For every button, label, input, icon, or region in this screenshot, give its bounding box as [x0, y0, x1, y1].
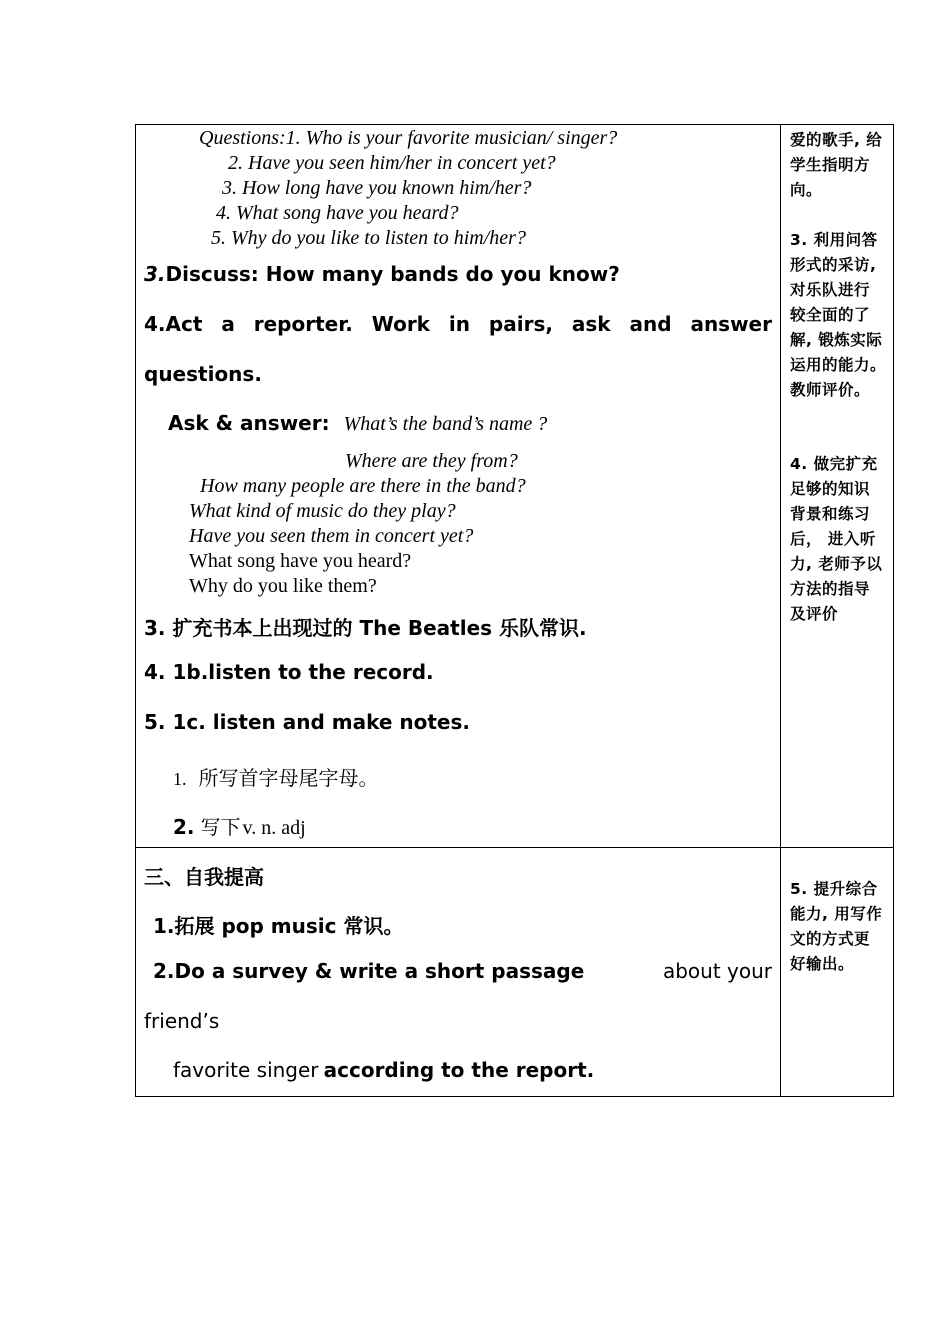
purpose-line: 后， 进入听 [790, 530, 876, 548]
reporter-line-2: questions. [144, 362, 262, 386]
reporter-line: 4.Act a reporter. Work in pairs, ask and answer [144, 312, 772, 336]
purpose-line: 好输出。 [790, 955, 855, 973]
purpose-line: 教师评价。 [790, 381, 871, 399]
ask-question: What song have you heard? [189, 550, 412, 572]
purpose-line: 爱的歌手, 给 [790, 131, 883, 149]
question-line: 2. Have you seen him/her in concert yet? [228, 152, 556, 174]
question-line: 4. What song have you heard? [216, 202, 459, 224]
purpose-line: 向。 [790, 181, 823, 199]
purpose-cell-2 [781, 848, 894, 1097]
section-heading: 三、自我提高 [144, 865, 264, 889]
note-item-2: 2. 写下 v. n. adj [173, 815, 306, 839]
purpose-line: 及评价 [790, 605, 839, 623]
purpose-line: 运用的能力。 [790, 356, 887, 374]
activity-cell [136, 125, 781, 848]
step-listen-record: 4. 1b.listen to the record. [144, 660, 434, 684]
improve-item-2: 2.Do a survey & write a short passage about your [153, 959, 772, 983]
discuss-line: 3.Discuss: How many bands do you know? [144, 262, 620, 286]
ask-question: Why do you like them? [189, 575, 377, 597]
purpose-line: 形式的采访, [790, 256, 877, 274]
improve-item-1: 1.拓展 pop music 常识。 [153, 914, 404, 938]
purpose-line: 对乐队进行 [790, 281, 871, 299]
step-beatles: 3. 扩充书本上出现过的 The Beatles 乐队常识. [144, 616, 587, 640]
step-make-notes: 5. 1c. listen and make notes. [144, 710, 470, 734]
purpose-cell [781, 125, 894, 848]
purpose-line: 力, 老师予以 [790, 555, 883, 573]
question-line: 5. Why do you like to listen to him/her? [211, 227, 526, 249]
purpose-line: 4. 做完扩充 [790, 455, 878, 473]
improve-item-3: favorite singer according to the report. [173, 1058, 595, 1082]
purpose-line: 学生指明方 [790, 156, 871, 174]
question-line: Questions:1. Who is your favorite musician/ singer? [199, 127, 618, 149]
ask-question: Where are they from? [345, 450, 518, 472]
purpose-line: 3. 利用问答 [790, 231, 878, 249]
ask-question: How many people are there in the band? [200, 475, 526, 497]
purpose-line: 背景和练习 [790, 505, 871, 523]
ask-question: Have you seen them in concert yet? [189, 525, 474, 547]
note-item-1: 1. 所写首字母尾字母。 [173, 766, 379, 790]
purpose-line: 能力, 用写作 [790, 905, 883, 923]
ask-question: What kind of music do they play? [189, 500, 456, 522]
purpose-line: 方法的指导 [790, 580, 871, 598]
purpose-line: 文的方式更 [790, 930, 871, 948]
improve-item-2-cont: friend’s [144, 1009, 220, 1033]
lesson-plan-table [135, 124, 893, 1097]
purpose-line: 较全面的了 [790, 306, 871, 324]
self-improve-cell [136, 848, 781, 1097]
purpose-line: 解, 锻炼实际 [790, 331, 883, 349]
ask-answer-line: Ask & answer: What’s the band’s name ? [168, 411, 548, 435]
purpose-line: 足够的知识 [790, 480, 871, 498]
question-line: 3. How long have you known him/her? [222, 177, 532, 199]
purpose-line: 5. 提升综合 [790, 880, 878, 898]
